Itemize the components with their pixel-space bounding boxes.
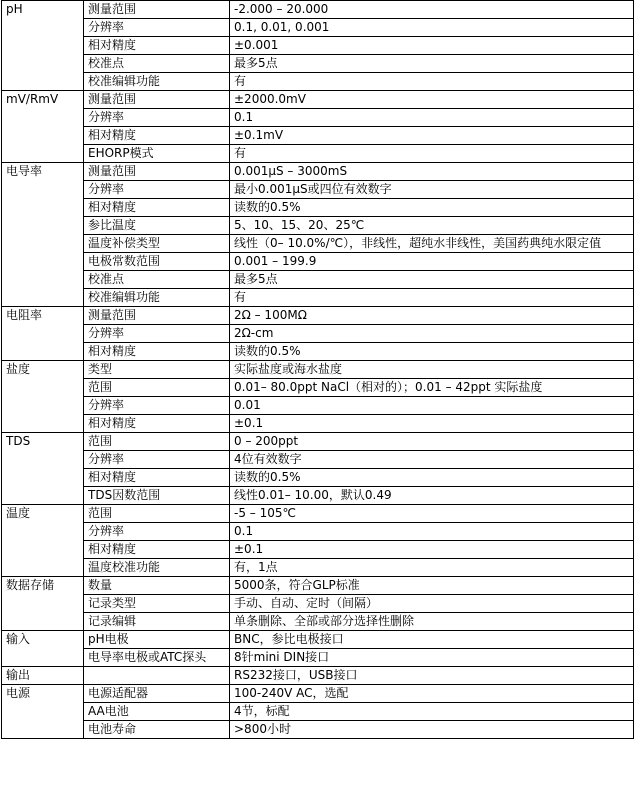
- parameter-cell: 相对精度: [84, 37, 230, 55]
- parameter-cell: 校准编辑功能: [84, 73, 230, 91]
- category-cell: mV/RmV: [2, 91, 84, 163]
- parameter-cell: 相对精度: [84, 541, 230, 559]
- table-row: [2, 703, 634, 721]
- table-row: [2, 127, 634, 145]
- value-cell: 读数的0.5%: [230, 343, 634, 361]
- parameter-cell: 范围: [84, 505, 230, 523]
- parameter-cell: 电源适配器: [84, 685, 230, 703]
- category-cell: pH: [2, 1, 84, 91]
- table-row: [2, 667, 634, 685]
- value-cell: 手动、自动、定时（间隔）: [230, 595, 634, 613]
- parameter-cell: 校准编辑功能: [84, 289, 230, 307]
- value-cell: -5 – 105℃: [230, 505, 634, 523]
- parameter-cell: 测量范围: [84, 163, 230, 181]
- parameter-cell: 范围: [84, 379, 230, 397]
- value-cell: 0.01: [230, 397, 634, 415]
- table-row: [2, 469, 634, 487]
- value-cell: ±2000.0mV: [230, 91, 634, 109]
- value-cell: 有: [230, 289, 634, 307]
- parameter-cell: 测量范围: [84, 1, 230, 19]
- value-cell: ±0.001: [230, 37, 634, 55]
- value-cell: 线性0.01– 10.00，默认0.49: [230, 487, 634, 505]
- table-row: [2, 181, 634, 199]
- table-row: [2, 163, 634, 181]
- value-cell: 0 – 200ppt: [230, 433, 634, 451]
- category-cell: 输出: [2, 667, 84, 685]
- value-cell: 线性（0– 10.0%/℃），非线性，超纯水非线性，美国药典纯水限定值: [230, 235, 634, 253]
- table-row: [2, 19, 634, 37]
- table-row: [2, 721, 634, 739]
- value-cell: 有: [230, 73, 634, 91]
- parameter-cell: 相对精度: [84, 199, 230, 217]
- table-row: [2, 289, 634, 307]
- table-row: [2, 235, 634, 253]
- value-cell: 2Ω – 100MΩ: [230, 307, 634, 325]
- table-row: [2, 505, 634, 523]
- category-cell: 盐度: [2, 361, 84, 433]
- value-cell: 最小0.001µS或四位有效数字: [230, 181, 634, 199]
- value-cell: 5000条，符合GLP标准: [230, 577, 634, 595]
- table-row: [2, 523, 634, 541]
- parameter-cell: TDS因数范围: [84, 487, 230, 505]
- category-cell: 输入: [2, 631, 84, 667]
- value-cell: 最多5点: [230, 271, 634, 289]
- parameter-cell: pH电极: [84, 631, 230, 649]
- value-cell: 最多5点: [230, 55, 634, 73]
- parameter-cell: 电极常数范围: [84, 253, 230, 271]
- value-cell: 0.1: [230, 109, 634, 127]
- table-row: [2, 325, 634, 343]
- value-cell: >800小时: [230, 721, 634, 739]
- table-row: [2, 613, 634, 631]
- value-cell: 4位有效数字: [230, 451, 634, 469]
- value-cell: 单条删除、全部或部分选择性删除: [230, 613, 634, 631]
- table-row: [2, 649, 634, 667]
- value-cell: 8针mini DIN接口: [230, 649, 634, 667]
- value-cell: ±0.1: [230, 541, 634, 559]
- value-cell: 读数的0.5%: [230, 469, 634, 487]
- value-cell: 读数的0.5%: [230, 199, 634, 217]
- category-cell: 温度: [2, 505, 84, 577]
- value-cell: 0.1, 0.01, 0.001: [230, 19, 634, 37]
- parameter-cell: 相对精度: [84, 127, 230, 145]
- table-row: [2, 559, 634, 577]
- value-cell: ±0.1mV: [230, 127, 634, 145]
- table-row: [2, 199, 634, 217]
- table-row: [2, 487, 634, 505]
- parameter-cell: 相对精度: [84, 415, 230, 433]
- table-row: [2, 307, 634, 325]
- table-row: [2, 595, 634, 613]
- table-row: [2, 451, 634, 469]
- parameter-cell: 类型: [84, 361, 230, 379]
- parameter-cell: 记录类型: [84, 595, 230, 613]
- parameter-cell: 校准点: [84, 55, 230, 73]
- value-cell: 100-240V AC，选配: [230, 685, 634, 703]
- table-row: [2, 55, 634, 73]
- table-row: [2, 577, 634, 595]
- parameter-cell: 电导率电极或ATC探头: [84, 649, 230, 667]
- parameter-cell: 电池寿命: [84, 721, 230, 739]
- value-cell: 0.001 – 199.9: [230, 253, 634, 271]
- value-cell: 0.01– 80.0ppt NaCl（相对的）；0.01 – 42ppt 实际盐度: [230, 379, 634, 397]
- parameter-cell: 分辨率: [84, 523, 230, 541]
- table-row: [2, 379, 634, 397]
- table-row: [2, 217, 634, 235]
- value-cell: -2.000 – 20.000: [230, 1, 634, 19]
- parameter-cell: 记录编辑: [84, 613, 230, 631]
- table-row: [2, 37, 634, 55]
- parameter-cell: 温度补偿类型: [84, 235, 230, 253]
- parameter-cell: 分辨率: [84, 325, 230, 343]
- parameter-cell: 分辨率: [84, 451, 230, 469]
- table-row: [2, 145, 634, 163]
- spec-table-body: [2, 1, 634, 739]
- parameter-cell: 分辨率: [84, 109, 230, 127]
- parameter-cell: [84, 667, 230, 685]
- table-row: [2, 73, 634, 91]
- parameter-cell: 测量范围: [84, 307, 230, 325]
- spec-table: [1, 0, 634, 739]
- category-cell: TDS: [2, 433, 84, 505]
- value-cell: 0.001µS – 3000mS: [230, 163, 634, 181]
- parameter-cell: 相对精度: [84, 343, 230, 361]
- parameter-cell: 测量范围: [84, 91, 230, 109]
- table-row: [2, 685, 634, 703]
- value-cell: 4节，标配: [230, 703, 634, 721]
- parameter-cell: 温度校准功能: [84, 559, 230, 577]
- table-row: [2, 1, 634, 19]
- parameter-cell: 数量: [84, 577, 230, 595]
- parameter-cell: 分辨率: [84, 397, 230, 415]
- parameter-cell: 范围: [84, 433, 230, 451]
- table-row: [2, 433, 634, 451]
- category-cell: 电阻率: [2, 307, 84, 361]
- parameter-cell: 分辨率: [84, 19, 230, 37]
- category-cell: 电源: [2, 685, 84, 739]
- table-row: [2, 253, 634, 271]
- parameter-cell: 相对精度: [84, 469, 230, 487]
- parameter-cell: EHORP模式: [84, 145, 230, 163]
- table-row: [2, 631, 634, 649]
- table-row: [2, 91, 634, 109]
- value-cell: RS232接口，USB接口: [230, 667, 634, 685]
- table-row: [2, 415, 634, 433]
- value-cell: 2Ω-cm: [230, 325, 634, 343]
- table-row: [2, 343, 634, 361]
- value-cell: BNC，参比电极接口: [230, 631, 634, 649]
- value-cell: 实际盐度或海水盐度: [230, 361, 634, 379]
- parameter-cell: 分辨率: [84, 181, 230, 199]
- parameter-cell: 参比温度: [84, 217, 230, 235]
- value-cell: 5、10、15、20、25℃: [230, 217, 634, 235]
- table-row: [2, 109, 634, 127]
- value-cell: 0.1: [230, 523, 634, 541]
- table-row: [2, 541, 634, 559]
- parameter-cell: AA电池: [84, 703, 230, 721]
- table-row: [2, 271, 634, 289]
- value-cell: 有: [230, 145, 634, 163]
- value-cell: 有，1点: [230, 559, 634, 577]
- parameter-cell: 校准点: [84, 271, 230, 289]
- value-cell: ±0.1: [230, 415, 634, 433]
- table-row: [2, 397, 634, 415]
- category-cell: 电导率: [2, 163, 84, 307]
- category-cell: 数据存储: [2, 577, 84, 631]
- table-row: [2, 361, 634, 379]
